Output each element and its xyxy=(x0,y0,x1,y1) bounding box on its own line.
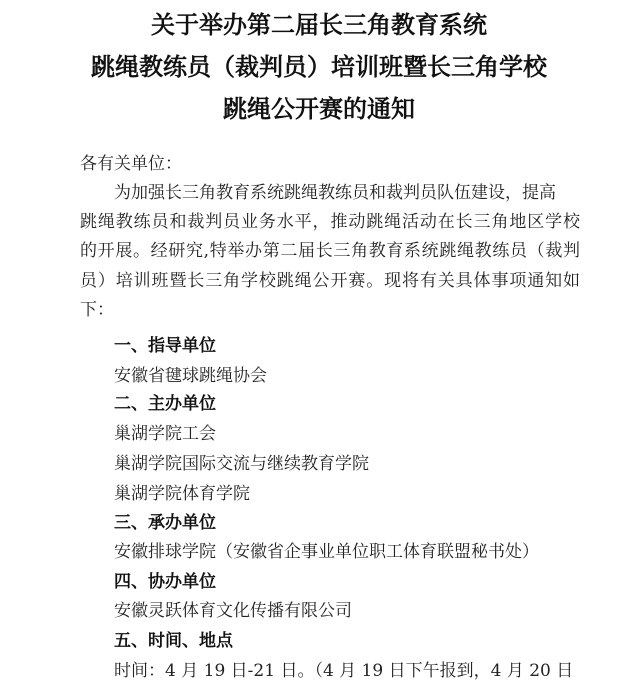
section-item: 巢湖学院体育学院 xyxy=(114,484,250,504)
intro-line-4: 员）培训班暨长三角学校跳绳公开赛。现将有关具体事项通知如 xyxy=(80,271,580,291)
section-heading-co-organizer: 四、协办单位 xyxy=(114,572,216,592)
section-item: 巢湖学院国际交流与继续教育学院 xyxy=(114,454,369,474)
intro-line-2: 跳绳教练员和裁判员业务水平，推动跳绳活动在长三角地区学校 xyxy=(80,212,580,232)
section-heading-host: 三、承办单位 xyxy=(114,513,216,533)
section-item: 安徽灵跃体育文化传播有限公司 xyxy=(114,601,352,621)
intro-line-5: 下： xyxy=(80,300,114,320)
section-item: 安徽省毽球跳绳协会 xyxy=(114,366,267,386)
section-item: 巢湖学院工会 xyxy=(114,424,216,444)
intro-line-1: 为加强长三角教育系统跳绳教练员和裁判员队伍建设，提高 xyxy=(114,183,556,203)
section-item: 安徽排球学院（安徽省企事业单位职工体育联盟秘书处） xyxy=(114,542,539,562)
salutation: 各有关单位： xyxy=(80,154,182,174)
section-heading-time-location: 五、时间、地点 xyxy=(114,631,233,651)
document-title-line-1: 关于举办第二届长三角教育系统 xyxy=(151,11,487,39)
section-item: 时间：4 月 19 日-21 日。（4 月 19 日下午报到，4 月 20 日 xyxy=(114,661,574,681)
document-title-line-3: 跳绳公开赛的通知 xyxy=(223,95,415,123)
section-heading-guidance: 一、指导单位 xyxy=(114,336,216,356)
intro-line-3: 的开展。经研究,特举办第二届长三角教育系统跳绳教练员（裁判 xyxy=(80,241,580,261)
section-heading-organizers: 二、主办单位 xyxy=(114,394,216,414)
document-title-line-2: 跳绳教练员（裁判员）培训班暨长三角学校 xyxy=(91,53,547,81)
